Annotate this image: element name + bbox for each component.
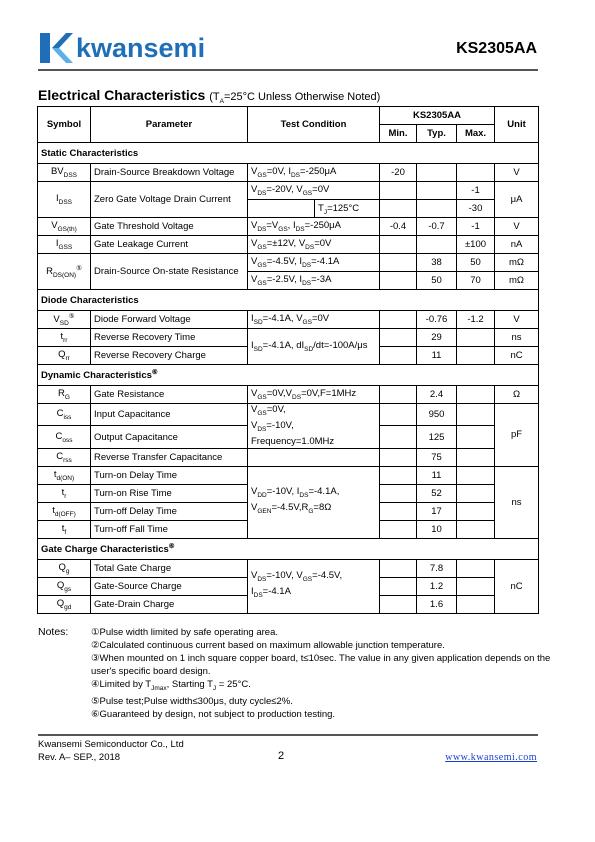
gate-charge-section-title: Gate Charge Characteristics⑥ bbox=[38, 538, 539, 559]
min-vgsth: -0.4 bbox=[380, 218, 417, 236]
max-vgsth: -1 bbox=[457, 218, 495, 236]
max-vsd: -1.2 bbox=[457, 311, 495, 329]
min-bvdss: -20 bbox=[380, 164, 417, 182]
test-trr-qrr: $I_{SD}=-4.1A$, $dI_{SD}/dt=-100A/\mu s$ bbox=[248, 329, 380, 365]
note-1: ①Pulse width limited by safe operating area. bbox=[91, 627, 279, 638]
typ-rdson-2: 50 bbox=[417, 272, 457, 290]
param-tdoff: Turn-off Delay Time bbox=[91, 502, 248, 520]
unit-rg: Ω bbox=[495, 386, 539, 404]
param-crss: Reverse Transfer Capacitance bbox=[91, 448, 248, 466]
unit-capacitance: pF bbox=[495, 404, 539, 467]
param-ciss: Input Capacitance bbox=[91, 404, 248, 426]
table-row bbox=[38, 448, 539, 466]
footer-left bbox=[38, 738, 184, 764]
symbol-tf: $t_f$ bbox=[38, 520, 91, 538]
table-row bbox=[38, 311, 539, 329]
unit-vgsth: V bbox=[495, 218, 539, 236]
param-qg: Total Gate Charge bbox=[91, 559, 248, 577]
typ-trr: 29 bbox=[417, 329, 457, 347]
symbol-tdoff: $t_{d(OFF)}$ bbox=[38, 502, 91, 520]
unit-qrr: nC bbox=[495, 347, 539, 365]
symbol-qgd: $Q_{gd}$ bbox=[38, 595, 91, 613]
unit-bvdss: V bbox=[495, 164, 539, 182]
col-max: Max. bbox=[457, 125, 495, 143]
electrical-characteristics-table bbox=[37, 106, 539, 614]
brand-logo bbox=[38, 31, 213, 65]
section-condition: ($T_A=25^\circ C$ Unless Otherwise Noted) bbox=[209, 91, 381, 106]
website-link[interactable]: www.kwansemi.com bbox=[445, 752, 537, 763]
table-row bbox=[38, 329, 539, 347]
unit-switching: ns bbox=[495, 466, 539, 538]
param-igss: Gate Leakage Current bbox=[91, 236, 248, 254]
typ-qgd: 1.6 bbox=[417, 595, 457, 613]
test-rdson-2: $V_{GS}=-2.5V$, $I_{DS}=-3A$ bbox=[248, 272, 380, 290]
note-4: ④Limited by $T_{Jmax}$, Starting $T_J = 25^\circ C$. bbox=[91, 679, 251, 693]
table-row bbox=[38, 254, 539, 272]
max-igss: ±100 bbox=[457, 236, 495, 254]
note-5: ⑤Pulse test;Pulse width≤300μs, duty cycle≤2%. bbox=[91, 696, 293, 708]
typ-crss: 75 bbox=[417, 448, 457, 466]
test-vgsth: $V_{DS}=V_{GS}$, $I_{DS}=-250\mu A$ bbox=[248, 218, 380, 236]
footer-divider bbox=[38, 734, 538, 736]
symbol-vgsth: $V_{GS(th)}$ bbox=[38, 218, 91, 236]
notes-list bbox=[91, 626, 551, 722]
static-section-title: Static Characteristics bbox=[38, 143, 539, 164]
symbol-bvdss: $BV_{DSS}$ bbox=[38, 164, 91, 182]
typ-rg: 2.4 bbox=[417, 386, 457, 404]
notes-label: Notes: bbox=[38, 626, 69, 638]
max-rdson-2: 70 bbox=[457, 272, 495, 290]
typ-tdoff: 17 bbox=[417, 502, 457, 520]
table-row bbox=[38, 236, 539, 254]
dynamic-section-title: Dynamic Characteristics⑥ bbox=[38, 365, 539, 386]
col-test-condition: Test Condition bbox=[248, 107, 380, 143]
param-tf: Turn-off Fall Time bbox=[91, 520, 248, 538]
typ-qgs: 1.2 bbox=[417, 577, 457, 595]
test-idss: $V_{DS}=-20V$, $V_{GS}=0V$ bbox=[248, 182, 380, 200]
max-idss-1: -1 bbox=[457, 182, 495, 200]
param-vsd: Diode Forward Voltage bbox=[91, 311, 248, 329]
unit-idss: μA bbox=[495, 182, 539, 218]
typ-coss: 125 bbox=[417, 426, 457, 448]
symbol-vsd: $V_{SD}^⑤$ bbox=[38, 311, 91, 329]
col-unit: Unit bbox=[495, 107, 539, 143]
symbol-qg: $Q_g$ bbox=[38, 559, 91, 577]
param-tr: Turn-on Rise Time bbox=[91, 484, 248, 502]
test-idss-tj: $T_J=125^\circ C$ bbox=[248, 200, 380, 218]
param-vgsth: Gate Threshold Voltage bbox=[91, 218, 248, 236]
table-row bbox=[38, 164, 539, 182]
test-rg: $V_{GS}=0V,V_{DS}=0V,F=1MHz$ bbox=[248, 386, 380, 404]
unit-rdson-2: mΩ bbox=[495, 272, 539, 290]
note-2: ②Calculated continuous current based on maximum allowable junction temperature. bbox=[91, 640, 445, 652]
revision: Rev. A– SEP., 2018 bbox=[38, 752, 121, 763]
col-typ: Typ. bbox=[417, 125, 457, 143]
col-device: KS2305AA bbox=[380, 107, 495, 125]
symbol-tdon: $t_{d(ON)}$ bbox=[38, 466, 91, 484]
test-vsd: $I_{SD}=-4.1A$, $V_{GS}=0V$ bbox=[248, 311, 380, 329]
symbol-ciss: $C_{iss}$ bbox=[38, 404, 91, 426]
symbol-coss: $C_{oss}$ bbox=[38, 426, 91, 448]
typ-vgsth: -0.7 bbox=[417, 218, 457, 236]
param-rg: Gate Resistance bbox=[91, 386, 248, 404]
note-6: ⑥Guaranteed by design, not subject to production testing. bbox=[91, 709, 336, 721]
typ-vsd: -0.76 bbox=[417, 311, 457, 329]
part-number: KS2305AA bbox=[456, 40, 537, 57]
kwansemi-logo-icon bbox=[38, 31, 74, 65]
symbol-rdson: $R_{DS(ON)}^⑤$ bbox=[38, 254, 91, 290]
param-trr: Reverse Recovery Time bbox=[91, 329, 248, 347]
test-capacitance: $V_{GS}=0V$, $V_{DS}=-10V$, Frequency=1.0MHz bbox=[248, 404, 380, 449]
table-row bbox=[38, 559, 539, 577]
param-qgd: Gate-Drain Charge bbox=[91, 595, 248, 613]
param-tdon: Turn-on Delay Time bbox=[91, 466, 248, 484]
symbol-rg: $R_G$ bbox=[38, 386, 91, 404]
typ-qg: 7.8 bbox=[417, 559, 457, 577]
typ-tf: 10 bbox=[417, 520, 457, 538]
note-3: ③When mounted on 1 inch square copper board, t≤10sec. The value in any given application depends on the user's specific board design. bbox=[91, 653, 551, 678]
symbol-igss: $I_{GSS}$ bbox=[38, 236, 91, 254]
unit-rdson-1: mΩ bbox=[495, 254, 539, 272]
max-rdson-1: 50 bbox=[457, 254, 495, 272]
typ-tdon: 11 bbox=[417, 466, 457, 484]
typ-ciss: 950 bbox=[417, 404, 457, 426]
header-divider bbox=[38, 69, 538, 71]
symbol-tr: $t_r$ bbox=[38, 484, 91, 502]
company-name: Kwansemi Semiconductor Co., Ltd bbox=[38, 739, 184, 750]
diode-section-title: Diode Characteristics bbox=[38, 290, 539, 311]
unit-trr: ns bbox=[495, 329, 539, 347]
symbol-trr: $t_{rr}$ bbox=[38, 329, 91, 347]
param-coss: Output Capacitance bbox=[91, 426, 248, 448]
table-row bbox=[38, 404, 539, 426]
test-igss: $V_{GS}=\pm 12V$, $V_{DS}=0V$ bbox=[248, 236, 380, 254]
param-qrr: Reverse Recovery Charge bbox=[91, 347, 248, 365]
symbol-idss: $I_{DSS}$ bbox=[38, 182, 91, 218]
param-idss: Zero Gate Voltage Drain Current bbox=[91, 182, 248, 218]
symbol-qrr: $Q_{rr}$ bbox=[38, 347, 91, 365]
table-row bbox=[38, 466, 539, 484]
col-parameter: Parameter bbox=[91, 107, 248, 143]
symbol-crss: $C_{rss}$ bbox=[38, 448, 91, 466]
test-bvdss: $V_{GS}=0V$, $I_{DS}=-250\mu A$ bbox=[248, 164, 380, 182]
symbol-qgs: $Q_{gs}$ bbox=[38, 577, 91, 595]
section-title bbox=[38, 87, 380, 105]
max-idss-2: -30 bbox=[457, 200, 495, 218]
section-title-text: Electrical Characteristics bbox=[38, 87, 206, 103]
table-row bbox=[38, 218, 539, 236]
param-qgs: Gate-Source Charge bbox=[91, 577, 248, 595]
header-row bbox=[38, 107, 539, 125]
brand-name: kwansemi bbox=[76, 33, 206, 63]
param-bvdss: Drain-Source Breakdown Voltage bbox=[91, 164, 248, 182]
typ-rdson-1: 38 bbox=[417, 254, 457, 272]
test-rdson-1: $V_{GS}=-4.5V$, $I_{DS}=-4.1A$ bbox=[248, 254, 380, 272]
typ-qrr: 11 bbox=[417, 347, 457, 365]
col-symbol: Symbol bbox=[38, 107, 91, 143]
col-min: Min. bbox=[380, 125, 417, 143]
unit-gate-charge: nC bbox=[495, 559, 539, 613]
page-number: 2 bbox=[278, 750, 285, 762]
test-switching: $V_{DD}=-10V$, $I_{DS}=-4.1A$, $V_{GEN}=-4.5V,R_G=8\Omega$ bbox=[248, 466, 380, 538]
typ-tr: 52 bbox=[417, 484, 457, 502]
table-row bbox=[38, 182, 539, 200]
unit-igss: nA bbox=[495, 236, 539, 254]
test-gate-charge: $V_{DS}=-10V$, $V_{GS}=-4.5V$, $I_{DS}=-4.1A$ bbox=[248, 559, 380, 613]
unit-vsd: V bbox=[495, 311, 539, 329]
table-row bbox=[38, 386, 539, 404]
param-rdson: Drain-Source On-state Resistance bbox=[91, 254, 248, 290]
